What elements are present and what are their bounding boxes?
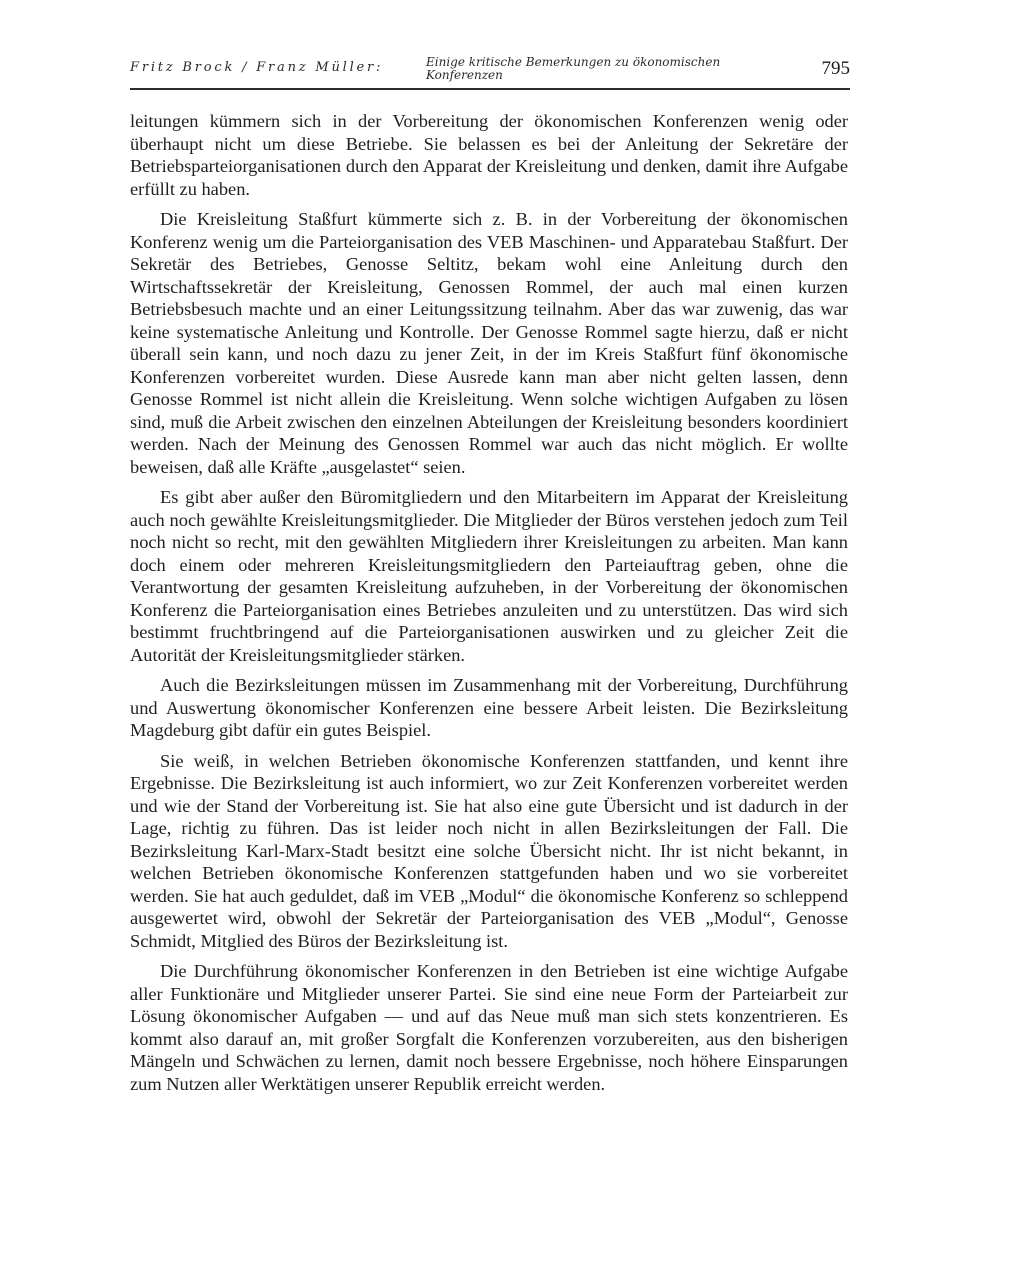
running-header xyxy=(130,52,850,92)
paragraph-3: Es gibt aber außer den Büromitgliedern und den Mitarbeitern im Apparat der Kreisleitung auch noch gewählte Kreisleitungsmitglieder. Die Mitglieder der Büros verstehen jedoch zum Teil noch nicht so recht, mit den gewählten Mitgliedern ihrer Kreisleitungen zu arbeiten. Man kann doch einem oder mehreren Kreisleitungsmitgliedern den Parteiauftrag geben, ohne die Verantwortung der gesamten Kreisleitung aufzuheben, in der Vorbereitung der ökonomischen Konferenz die Parteiorganisation eines Betriebes anzuleiten und zu unterstützen. Das wird sich bestimmt fruchtbringend auf die Parteiorganisationen auswirken und zu gleicher Zeit die Autorität der Kreisleitungsmitglieder stärken. xyxy=(130,487,848,665)
body-text xyxy=(130,110,848,1103)
header-rule xyxy=(130,88,850,90)
paragraph-5: Sie weiß, in welchen Betrieben ökonomische Konferenzen stattfanden, und kennt ihre Ergebnisse. Die Bezirksleitung ist auch informiert, wo zur Zeit Konferenzen vorbereitet werden und wie der Stand der Vorbereitung ist. Sie hat also eine gute Übersicht und ist dadurch in der Lage, richtig zu führen. Das ist leider noch nicht in allen Bezirksleitungen der Fall. Die Bezirksleitung Karl-Marx-Stadt besitzt eine solche Übersicht nicht. Ihr ist nicht bekannt, in welchen Betrieben ökonomische Konferenzen stattgefunden haben und wo sie vorbereitet werden. Sie hat auch geduldet, daß im VEB „Modul“ die ökonomische Konferenz so schleppend ausgewertet wird, obwohl der Sekretär der Parteiorganisation des VEB „Modul“, Genosse Schmidt, Mitglied des Büros der Bezirksleitung ist. xyxy=(130,750,848,951)
page-number: 795 xyxy=(821,58,850,79)
paragraph-6: Die Durchführung ökonomischer Konferenzen in den Betrieben ist eine wichtige Aufgabe aller Funktionäre und Mitglieder unserer Partei. Sie sind eine neue Form der Parteiarbeit zur Lösung ökonomischer Aufgaben — und auf das Neue muß man sich stets konzentrieren. Es kommt also darauf an, mit großer Sorgfalt die Konferenzen vorzubereiten, aus den bisherigen Mängeln und Schwächen zu lernen, damit noch bessere Ergebnisse, noch höhere Einsparungen zum Nutzen aller Werktätigen unserer Republik erreicht werden. xyxy=(130,961,848,1094)
paragraph-2: Die Kreisleitung Staßfurt kümmerte sich z. B. in der Vorbereitung der ökonomischen Konferenz wenig um die Parteiorganisation des VEB Maschinen- und Apparatebau Staßfurt. Der Sekretär des Betriebes, Genosse Seltitz, bekam wohl eine Anleitung durch den Wirtschaftssekretär der Kreisleitung, Genossen Rommel, der auch mal einen kurzen Betriebsbesuch machte und an einer Leitungssitzung teilnahm. Aber das war zuwenig, das war keine systematische Anleitung und Kontrolle. Der Genosse Rommel sagte hierzu, daß er nicht überall sein kann, und noch dazu zu jener Zeit, in der im Kreis Staßfurt fünf ökonomische Konferenzen vorbereitet wurden. Diese Ausrede kann man aber nicht gelten lassen, denn Genosse Rommel ist nicht allein die Kreisleitung. Wenn solche wichtigen Aufgaben zu lösen sind, muß die Arbeit zwischen den einzelnen Abteilungen der Kreisleitung besonders koordiniert werden. Nach der Meinung des Genossen Rommel war auch das nicht möglich. Er wollte beweisen, daß alle Kräfte „ausgelastet“ seien. xyxy=(130,209,848,477)
header-title: Einige kritische Bemerkungen zu ökonomischen Konferenzen xyxy=(426,55,721,82)
header-authors: Fritz Brock / Franz Müller: xyxy=(130,60,384,75)
paragraph-1: leitungen kümmern sich in der Vorbereitung der ökonomischen Konferenzen wenig oder überhaupt nicht um diese Betriebe. Sie belassen es bei der Anleitung der Sekretäre der Betriebsparteiorganisationen durch den Apparat der Kreisleitung und denken, damit ihre Aufgabe erfüllt zu haben. xyxy=(130,111,848,199)
paragraph-4: Auch die Bezirksleitungen müssen im Zusammenhang mit der Vorbereitung, Durchführung und Auswertung ökonomischer Konferenzen eine bessere Arbeit leisten. Die Bezirksleitung Magdeburg gibt dafür ein gutes Beispiel. xyxy=(130,675,848,740)
